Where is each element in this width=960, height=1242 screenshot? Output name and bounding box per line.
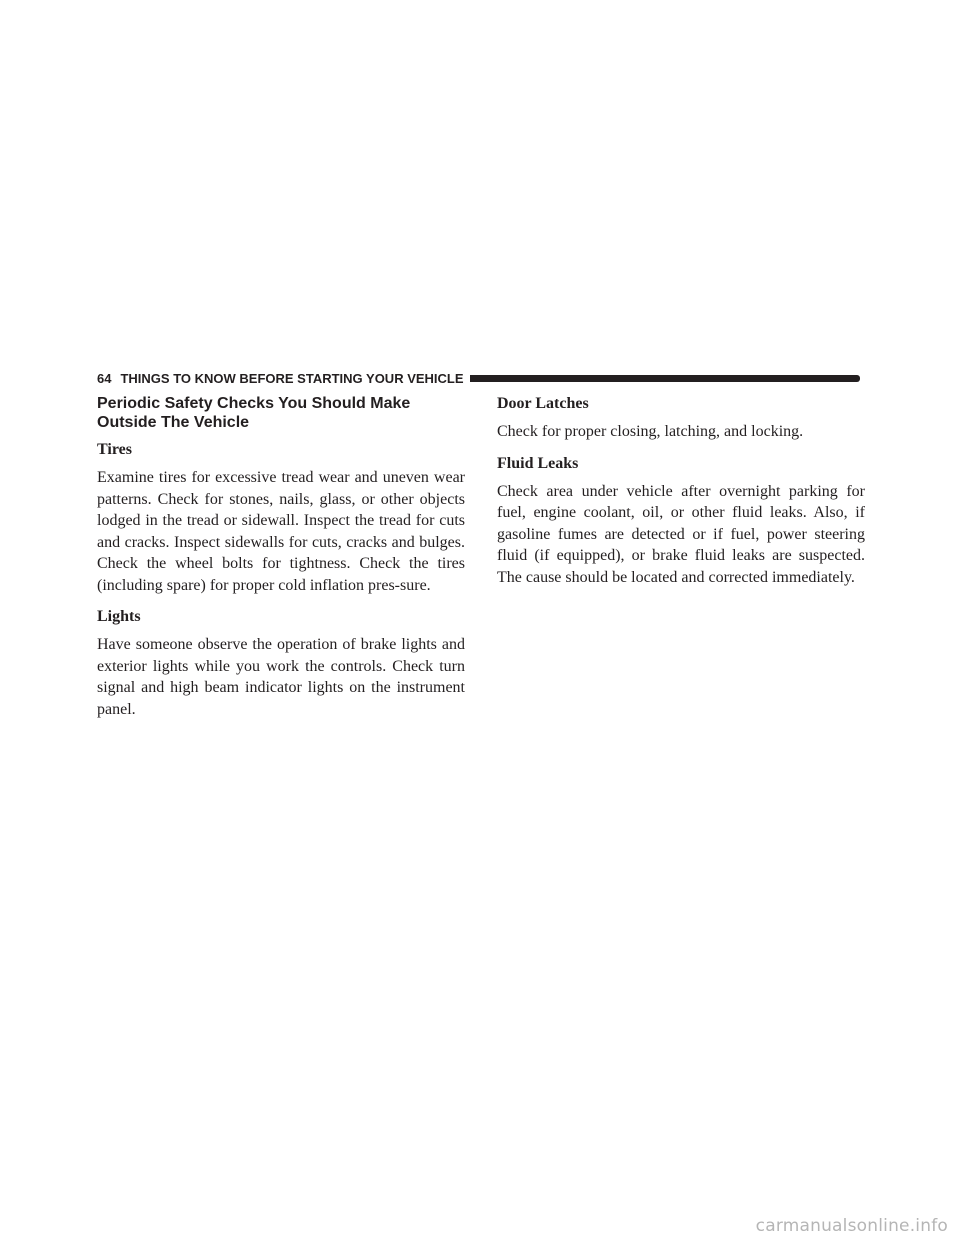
watermark: carmanualsonline.info (755, 1216, 948, 1236)
lights-paragraph: Have someone observe the operation of brake lights and exterior lights while you work the controls. Check turn signal and high beam indicator lights on the instrument panel. (97, 636, 465, 718)
lights-heading: Lights (97, 608, 141, 625)
door-latches-heading: Door Latches (497, 395, 589, 412)
tires-heading: Tires (97, 441, 132, 458)
section-heading (97, 394, 465, 432)
fluid-leaks-heading: Fluid Leaks (497, 454, 579, 472)
section-heading-line2: Outside The Vehicle (97, 414, 250, 431)
left-column (97, 394, 465, 731)
door-latches-paragraph: Check for proper closing, latching, and locking. (497, 423, 804, 440)
right-column (497, 394, 865, 599)
tires-paragraph: Examine tires for excessive tread wear and uneven wear patterns. Check for stones, nails, glass, or other objects lodged in the tread or sidewall. Inspect the tread for cuts and cracks. Inspect sidewalls for cuts, cracks and bulges. Check the wheel bolts for tightness. Check the tires (including spare) for proper cold inflation pres-sure. (97, 469, 465, 594)
page-number: 64 (97, 370, 112, 386)
fluid-leaks-paragraph: Check area under vehicle after overnight parking for fuel, engine coolant, oil, or other fluid leaks. Also, if gasoline fumes are detected or if fuel, power steering fluid (if equipped), or brake fluid leaks are suspected. The cause should be located and corrected immediately. (497, 482, 865, 586)
section-heading-line1: Periodic Safety Checks You Should Make (97, 395, 411, 412)
header-rule (470, 375, 860, 382)
running-header (97, 367, 860, 389)
chapter-title: THINGS TO KNOW BEFORE STARTING YOUR VEHICLE (120, 370, 464, 386)
